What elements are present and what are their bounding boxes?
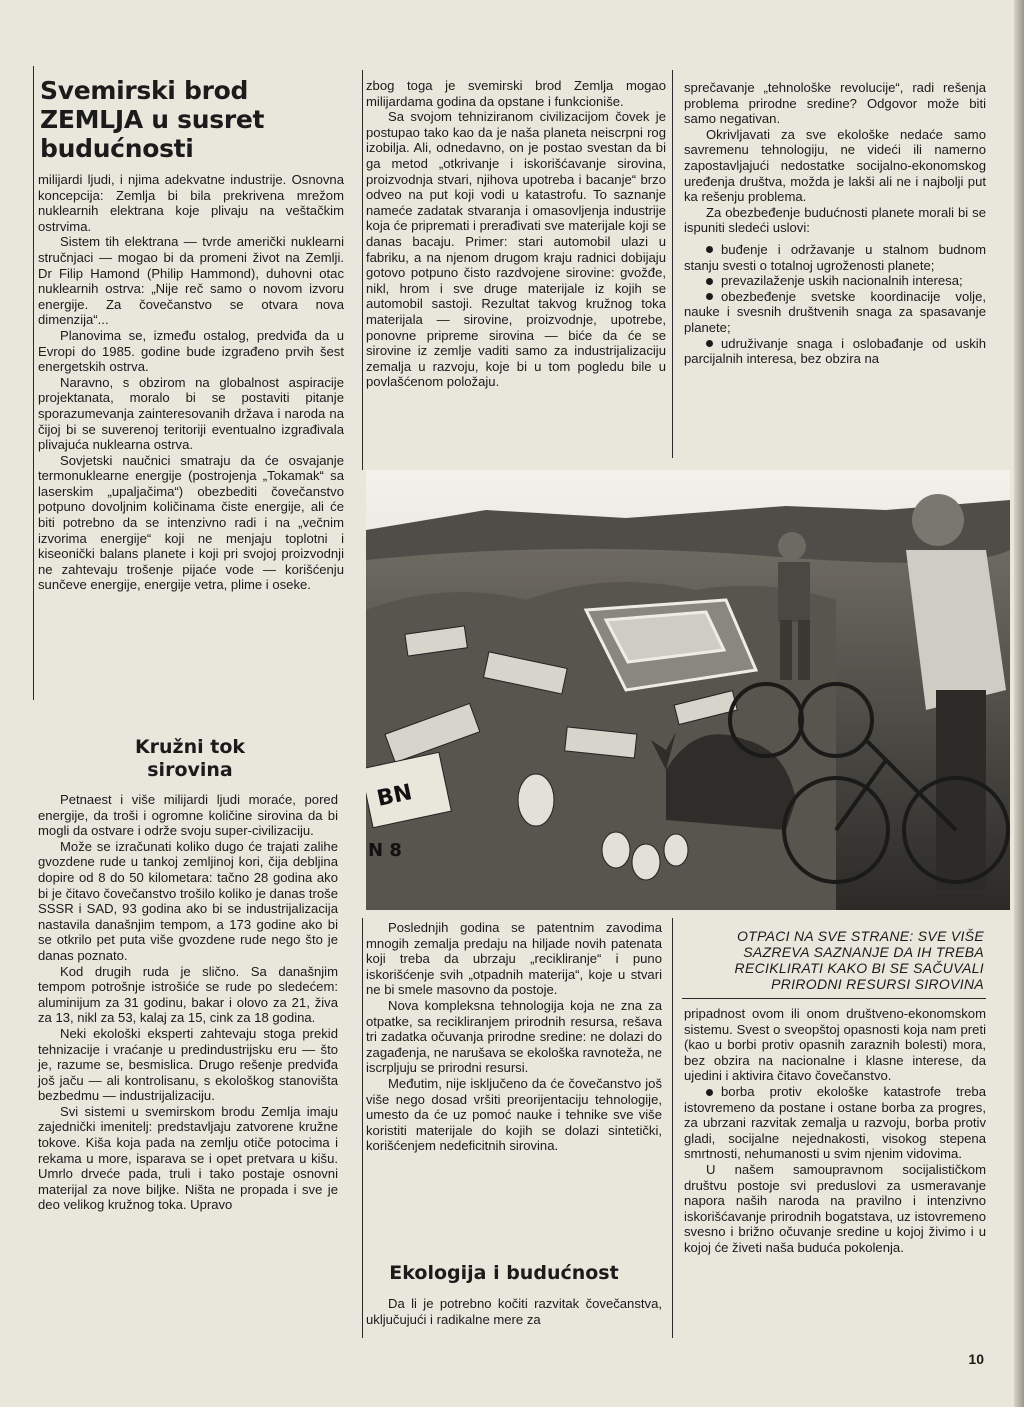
paragraph: Kod drugih ruda je slično. Sa današnjim tempom potrošnje istrošiće se rude po sledećem: aluminijum za 31 godinu, bakar i olovo za 21, živa za 13, nikl za 53, kalaj za 15, cink za 18 godina. <box>38 963 338 1026</box>
bullet-text: buđenje i održavanje u stalnom budnom stanju svesti o totalnoj ugroženosti planete; <box>684 241 986 273</box>
junkyard-photo <box>366 470 1010 910</box>
bullet-text: borba protiv ekološke katastrofe treba istovremeno da postane i ostane borba za progres, za ubrzani razvitak zemalja u razvoju, borba protiv gladi, socijalne nejednakosti, visokog stepena smrtnosti, nehumanosti u svim njenim vidovima. <box>684 1083 986 1162</box>
paragraph: Sovjetski naučnici smatraju da će osvajanje termonuklearne energije (postrojenja „Tokamak“ sa laserskim „upaljačima“) obezbediti čovečanstvo potpuno dovoljnim količinama čiste energije, ali će biti potrebno da se intenzivno radi i na „večnim izvorima energije“ koji ne menjaju toplotni i kiseonički balans planete i koji pri svojoj proizvodnji ne zahtevaju trošenje pijaće vode — korišćenju sunčeve energije, energije vetra, plime i oseke. <box>38 452 344 593</box>
bullet-item <box>684 336 986 367</box>
column-rule-2 <box>362 70 363 470</box>
paragraph: Planovima se, između ostalog, predviđa da u Evropi do 1985. godine bude izgrađeno prvih šest energetskih ostrva. <box>38 327 344 375</box>
bullet-icon <box>706 246 713 253</box>
column-3-bottom-text <box>684 1006 986 1256</box>
paragraph: Da li je potrebno kočiti razvitak čovečanstva, uključujući i radikalne mere za <box>366 1296 662 1327</box>
column-2-bottom-text <box>366 920 662 1154</box>
paragraph: Neki ekološki eksperti zahtevaju stoga prekid tehnizacije i vraćanje u predindustrijsku eru — što je, razume se, besmislica. Drugo rešenje predviđa još jaču — ali kontrolisanu, s ekološkog stanovišta bezbedmu — industrijalizaciju. <box>38 1025 338 1104</box>
paragraph: milijardi ljudi, i njima adekvatne industrije. Osnovna koncepcija: Zemlja bi bila prekrivena mrežom nuklearnih elektrana koje plivaju na veštačkim ostrvima. <box>38 172 344 234</box>
column-3-top-text <box>684 80 986 367</box>
caption-rule <box>682 998 986 999</box>
column-1-text <box>38 172 344 593</box>
column-rule-3 <box>362 918 363 1338</box>
column-rule-5 <box>672 918 673 1338</box>
paragraph: Nova kompleksna tehnologija koja ne zna za otpatke, sa recikliranjem prirodnih resursa, rešava tri zadatka očuvanja prirodne sredine: ne dolazi do zagađenja, ne narušava se ekološka ravnoteža, ne iscrpljuju se prirodni resursi. <box>366 997 662 1076</box>
page-edge <box>1014 0 1024 1407</box>
photo-label-bn: BN <box>374 780 415 812</box>
bullet-text: prevazilaženje uskih nacionalnih interesa; <box>721 273 963 289</box>
bullet-text: obezbeđenje svetske koordinacije volje, nauke i svesnih društvenih snaga za spasavanje planete; <box>684 288 986 335</box>
bullet-icon <box>706 1089 713 1096</box>
bullet-item <box>684 289 986 336</box>
subhead-ekologija: Ekologija i budućnost <box>389 1262 619 1284</box>
page-number: 10 <box>968 1351 984 1367</box>
bullet-icon <box>706 340 713 347</box>
column-2-top-text <box>366 78 666 390</box>
paragraph: Za obezbeđenje budućnosti planete morali bi se ispuniti sledeći uslovi: <box>684 204 986 236</box>
bullet-icon <box>706 293 713 300</box>
paragraph: sprečavanje „tehnološke revolucije“, radi rešenja problema prirodne sredine? Odgovor može biti samo negativan. <box>684 80 986 127</box>
bullet-item <box>684 273 986 289</box>
column-rule-4 <box>672 70 673 458</box>
paragraph: Sa svojom tehniziranom civilizacijom čovek je postupao tako kao da je naša planeta neiscrpni rog izobilja. Ali, odnedavno, on je postao svestan da bi ga metod „otkrivanje i iskorišćavanje sirovina, proizvodnja stvari, njihova upotreba i bacanje“ brzo odveo na put koji vodi u katastrofu. To saznanje nameće zadatak stvaranja i omasovljenja industrije koja će pripremati i prerađivati sve materijale koji se danas bacaju. Primer: stari automobil ulazi u fabriku, a na njenom drugom kraju radnici dobijaju gotovo potpuno čisto razdvojene sirovine: gvožđe, nikl, hrom i sve druge materijale iz kojih se automobil sastoji. Rezultat takvog kružnog toka materijala — sirovine, proizvodnje, upotrebe, ponovne pripreme sirovina — biće da će se sirovine iz zemlje vaditi samo za industrijalizaciju zemalja u razvoju, koje bi u tom pogledu bile u povlašćenom položaju. <box>366 109 666 390</box>
paragraph: pripadnost ovom ili onom društveno-ekonomskom sistemu. Svest o sveopštoj opasnosti koja nam preti (kao u borbi protiv opasnih zaraznih bolesti) mora, bez obzira na nacionalne i klasne interese, da ujedini i aktivira čitavo čovečanstvo. <box>684 1006 986 1084</box>
bullet-item <box>684 242 986 273</box>
paragraph: Okrivljavati za sve ekološke nedaće samo savremenu tehnologiju, ne videći ili namerno zapostavljajući nedostatke socijalno-ekonomskog uređenja društva, možda je lakši ali ne i najbolji put ka rešenju problema. <box>684 126 986 205</box>
paragraph: Petnaest i više milijardi ljudi moraće, pored energije, da troši i ogromne količine sirovina da bi mogli da ostvare i održe svoju super-civilizaciju. <box>38 792 338 839</box>
column-1-kruzni-text <box>38 792 338 1213</box>
paragraph: Može se izračunati koliko dugo će trajati zalihe gvozdene rude u tankoj zemljinoj kori, čija debljina dopire od 8 do 50 kilometara: tačno 28 godina ako bi je čitavo čovečanstvo trošilo koliko je danas troše SSSR i SAD, 93 godina ako bi se industrijalizacija nastavila današnjim tempom, a 173 godine ako bi se otkrilo pet puta više gvozdene rude nego što je danas poznato. <box>38 838 338 963</box>
paragraph: Međutim, nije isključeno da će čovečanstvo još više nego dosad vršiti preorijentaciju tehnologije, umesto da će uz pomoć nauke i tehnike sve više koristiti materijale do kojih se dolazi sintetički, korišćenjem nedeficitnih sirovina. <box>366 1075 662 1154</box>
photo-caption: OTPACI NA SVE STRANE: SVE VIŠE SAZREVA SAZNANJE DA IH TREBA RECIKLIRATI KAKO BI SE SAČUVALI PRIRODNI RESURSI SIROVINA <box>734 928 984 992</box>
photo-label-n8: N 8 <box>368 840 402 861</box>
bullet-icon <box>706 278 713 285</box>
paragraph: Sistem tih elektrana — tvrde američki nuklearni stručnjaci — mogao bi da promeni život na Zemlji. Dr Filip Hamond (Philip Hammond), duhovni otac nuklearnih ostrva: „Nije reč samo o novom izvoru energije. Za čovečanstvo se otvara nova dimenzija“... <box>38 234 344 328</box>
column-2-ekologija-text <box>366 1296 662 1327</box>
paragraph: zbog toga je svemirski brod Zemlja mogao milijardama godina da opstane i funkcioniše. <box>366 78 666 109</box>
bullet-text: udruživanje snaga i oslobađanje od uskih parcijalnih interesa, bez obzira na <box>684 335 986 367</box>
paragraph: Svi sistemi u svemirskom brodu Zemlja imaju zajednički imenitelj: predstavljaju zatvorene kružne tokove. Kiša koja pada na zemlju otiče potocima i rekama u more, isparava se i opet pretvara u kišu. Umrlo drveće pada, truli i tako postaje osnovni materijal za nove biljke. Ništa ne propada i sve je deo velikog kružnog toka. Upravo <box>38 1103 338 1213</box>
bullet-item <box>684 1084 986 1162</box>
paragraph: Naravno, s obzirom na globalnost aspiracije projektanata, moralo bi se postaviti pitanje sporazumevanja zainteresovanih država i naroda na čijoj bi se suverenoj teritoriji eventualno izgrađivala plivajuća nuklearna ostrva. <box>38 374 344 453</box>
article-title: Svemirski brod ZEMLJA u susret budućnosti <box>40 76 265 163</box>
paragraph: Poslednjih godina se patentnim zavodima mnogih zemalja predaju na hiljade novih patenata koji treba da ubrzaju „recikliranje“ i puno iskorišćenje svih „otpadnih materija“, koje u stvari ne bi smele masovno da postoje. <box>366 920 662 998</box>
paragraph: U našem samoupravnom socijalističkom društvu postoje svi preduslovi za usmeravanje napora naših naroda na pravilno i intenzivno iskorišćavanje prirodnih bogatstava, uz istovremeno svesno i brižno očuvanje sredine u kojoj živimo i u kojoj će živeti naša buduća pokolenja. <box>684 1161 986 1255</box>
subhead-kruzni-tok: Kružni tok sirovina <box>134 736 246 781</box>
column-rule-1 <box>33 66 34 700</box>
